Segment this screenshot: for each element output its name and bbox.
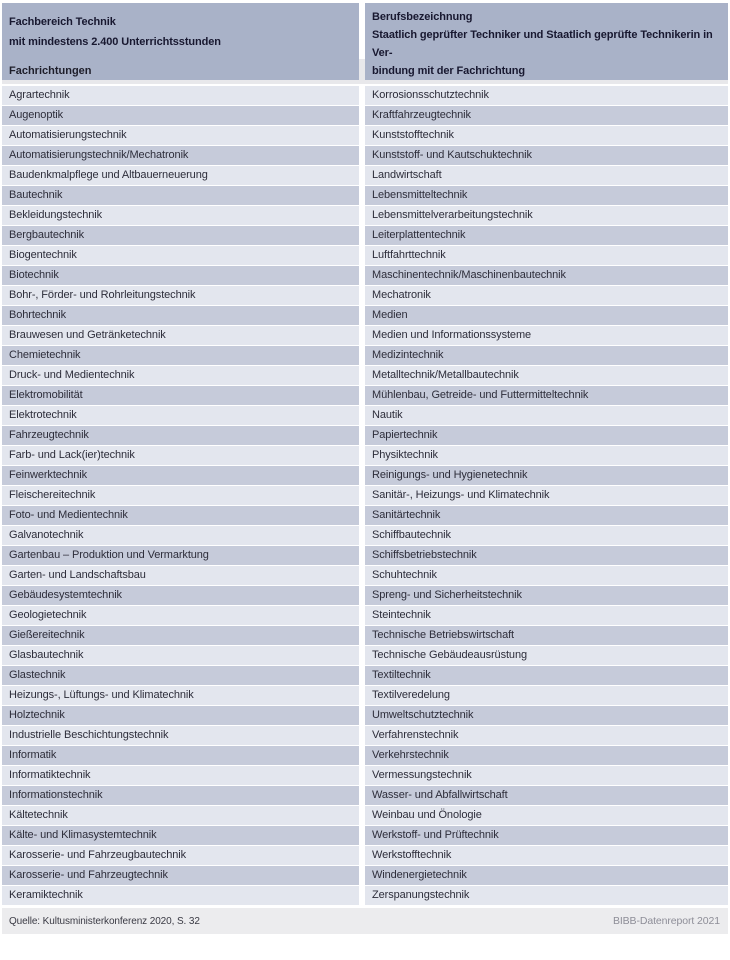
table-row [2,466,728,486]
berufsbezeichnung-cell: Spreng- und Sicherheitstechnik [365,586,728,605]
table-row [2,226,728,246]
table-row [2,526,728,546]
berufsbezeichnung-cell: Vermessungstechnik [365,766,728,785]
fachrichtung-cell: Bautechnik [2,186,359,205]
table-row [2,486,728,506]
fachrichtung-cell: Druck- und Medientechnik [2,366,359,385]
fachrichtung-cell: Automatisierungstechnik [2,126,359,145]
berufsbezeichnung-cell: Medien und Informationssysteme [365,326,728,345]
fachrichtung-cell: Bergbautechnik [2,226,359,245]
footer-band [2,908,728,934]
berufsbezeichnung-cell: Papiertechnik [365,426,728,445]
fachrichtung-cell: Elektromobilität [2,386,359,405]
berufsbezeichnung-cell: Physiktechnik [365,446,728,465]
fachrichtung-cell: Karosserie- und Fahrzeugtechnik [2,866,359,885]
fachrichtung-cell: Foto- und Medientechnik [2,506,359,525]
fachrichtung-cell: Automatisierungstechnik/Mechatronik [2,146,359,165]
berufsbezeichnung-cell: Sanitärtechnik [365,506,728,525]
berufsbezeichnung-cell: Textilveredelung [365,686,728,705]
header-berufsbezeichnung-line2: Staatlich geprüfter Techniker und Staatlich geprüfte Technikerin in Ver- [372,29,713,59]
table-row [2,606,728,626]
table-row [2,586,728,606]
table-row [2,846,728,866]
fachrichtung-cell: Informatiktechnik [2,766,359,785]
table-row [2,86,728,106]
berufsbezeichnung-cell: Wasser- und Abfallwirtschaft [365,786,728,805]
table-row [2,826,728,846]
fachrichtung-cell: Fahrzeugtechnik [2,426,359,445]
berufsbezeichnung-cell: Schuhtechnik [365,566,728,585]
table-body [2,86,728,906]
table-row [2,106,728,126]
berufsbezeichnung-cell: Kunststoff- und Kautschuktechnik [365,146,728,165]
table-row [2,126,728,146]
fachrichtung-cell: Baudenkmalpflege und Altbauerneuerung [2,166,359,185]
table-row [2,326,728,346]
berufsbezeichnung-cell: Lebensmitteltechnik [365,186,728,205]
berufsbezeichnung-cell: Kraftfahrzeugtechnik [365,106,728,125]
fachrichtung-cell: Informatik [2,746,359,765]
header-fachbereich-line1: Fachbereich Technik [9,16,116,28]
fachrichtung-cell: Agrartechnik [2,86,359,105]
table-row [2,706,728,726]
header-berufsbezeichnung-line3: bindung mit der Fachrichtung [372,65,526,77]
berufsbezeichnung-cell: Reinigungs- und Hygienetechnik [365,466,728,485]
berufsbezeichnung-cell: Werkstofftechnik [365,846,728,865]
fachrichtung-cell: Bohr-, Förder- und Rohrleitungstechnik [2,286,359,305]
table-row [2,426,728,446]
berufsbezeichnung-cell: Verfahrenstechnik [365,726,728,745]
berufsbezeichnung-cell: Umweltschutztechnik [365,706,728,725]
table-row [2,386,728,406]
berufsbezeichnung-cell: Verkehrstechnik [365,746,728,765]
fachrichtung-cell: Bekleidungstechnik [2,206,359,225]
berufsbezeichnung-cell: Mühlenbau, Getreide- und Futtermitteltechnik [365,386,728,405]
table-row [2,546,728,566]
berufsbezeichnung-cell: Weinbau und Önologie [365,806,728,825]
table-row [2,346,728,366]
header-berufsbezeichnung-line1: Berufsbezeichnung [372,11,473,23]
berufsbezeichnung-cell: Medizintechnik [365,346,728,365]
berufsbezeichnung-cell: Leiterplattentechnik [365,226,728,245]
header-fachbereich-line2: mit mindestens 2.400 Unterrichtsstunden [9,36,221,48]
fachrichtung-cell: Bohrtechnik [2,306,359,325]
berufsbezeichnung-cell: Maschinentechnik/Maschinenbautechnik [365,266,728,285]
source-note: Quelle: Kultusministerkonferenz 2020, S. 32 [9,915,200,927]
berufsbezeichnung-cell: Kunststofftechnik [365,126,728,145]
table-row [2,726,728,746]
berufsbezeichnung-cell: Zerspanungstechnik [365,886,728,905]
berufsbezeichnung-cell: Steintechnik [365,606,728,625]
berufsbezeichnung-cell: Landwirtschaft [365,166,728,185]
table-row [2,446,728,466]
berufsbezeichnung-cell: Metalltechnik/Metallbautechnik [365,366,728,385]
berufsbezeichnung-cell: Nautik [365,406,728,425]
fachrichtung-cell: Karosserie- und Fahrzeugbautechnik [2,846,359,865]
berufsbezeichnung-cell: Technische Betriebswirtschaft [365,626,728,645]
fachrichtung-cell: Biotechnik [2,266,359,285]
fachrichtung-cell: Chemietechnik [2,346,359,365]
fachrichtung-cell: Kälte- und Klimasystemtechnik [2,826,359,845]
fachrichtung-cell: Glasbautechnik [2,646,359,665]
table-row [2,366,728,386]
berufsbezeichnung-cell: Technische Gebäudeausrüstung [365,646,728,665]
berufsbezeichnung-cell: Werkstoff- und Prüftechnik [365,826,728,845]
fachrichtung-cell: Gartenbau – Produktion und Vermarktung [2,546,359,565]
table-row [2,766,728,786]
berufsbezeichnung-cell: Schiffbautechnik [365,526,728,545]
fachrichtung-cell: Galvanotechnik [2,526,359,545]
fachrichtung-cell: Informationstechnik [2,786,359,805]
section-label-fachrichtungen: Fachrichtungen [2,59,728,84]
fachrichtung-cell: Industrielle Beschichtungstechnik [2,726,359,745]
fachrichtung-cell: Heizungs-, Lüftungs- und Klimatechnik [2,686,359,705]
fachrichtung-cell: Feinwerktechnik [2,466,359,485]
fachrichtung-cell: Keramiktechnik [2,886,359,905]
table-row [2,186,728,206]
fachrichtung-cell: Kältetechnik [2,806,359,825]
fachrichtung-cell: Gebäudesystemtechnik [2,586,359,605]
fachrichtung-cell: Brauwesen und Getränketechnik [2,326,359,345]
table-figure [2,3,728,934]
table-row [2,806,728,826]
table-row [2,166,728,186]
fachrichtung-cell: Fleischereitechnik [2,486,359,505]
berufsbezeichnung-cell: Textiltechnik [365,666,728,685]
table-row [2,566,728,586]
fachrichtung-cell: Farb- und Lack(ier)technik [2,446,359,465]
fachrichtung-cell: Elektrotechnik [2,406,359,425]
table-row [2,406,728,426]
table-row [2,686,728,706]
fachrichtung-cell: Biogentechnik [2,246,359,265]
table-row [2,886,728,906]
berufsbezeichnung-cell: Korrosionsschutztechnik [365,86,728,105]
table-row [2,146,728,166]
berufsbezeichnung-cell: Mechatronik [365,286,728,305]
table-row [2,646,728,666]
table-row [2,306,728,326]
berufsbezeichnung-cell: Sanitär-, Heizungs- und Klimatechnik [365,486,728,505]
table-row [2,866,728,886]
berufsbezeichnung-cell: Luftfahrttechnik [365,246,728,265]
table-row [2,506,728,526]
fachrichtung-cell: Glastechnik [2,666,359,685]
fachrichtung-cell: Augenoptik [2,106,359,125]
fachrichtung-cell: Garten- und Landschaftsbau [2,566,359,585]
report-credit: BIBB-Datenreport 2021 [612,915,720,927]
header-cell-berufsbezeichnung [365,3,728,80]
berufsbezeichnung-cell: Schiffsbetriebstechnik [365,546,728,565]
berufsbezeichnung-cell: Medien [365,306,728,325]
table-row [2,286,728,306]
table-row [2,246,728,266]
table-row [2,666,728,686]
table-row [2,746,728,766]
fachrichtung-cell: Geologietechnik [2,606,359,625]
berufsbezeichnung-cell: Windenergietechnik [365,866,728,885]
fachrichtung-cell: Gießereitechnik [2,626,359,645]
table-row [2,626,728,646]
table-row [2,786,728,806]
fachrichtung-cell: Holztechnik [2,706,359,725]
berufsbezeichnung-cell: Lebensmittelverarbeitungstechnik [365,206,728,225]
table-row [2,266,728,286]
table-row [2,206,728,226]
